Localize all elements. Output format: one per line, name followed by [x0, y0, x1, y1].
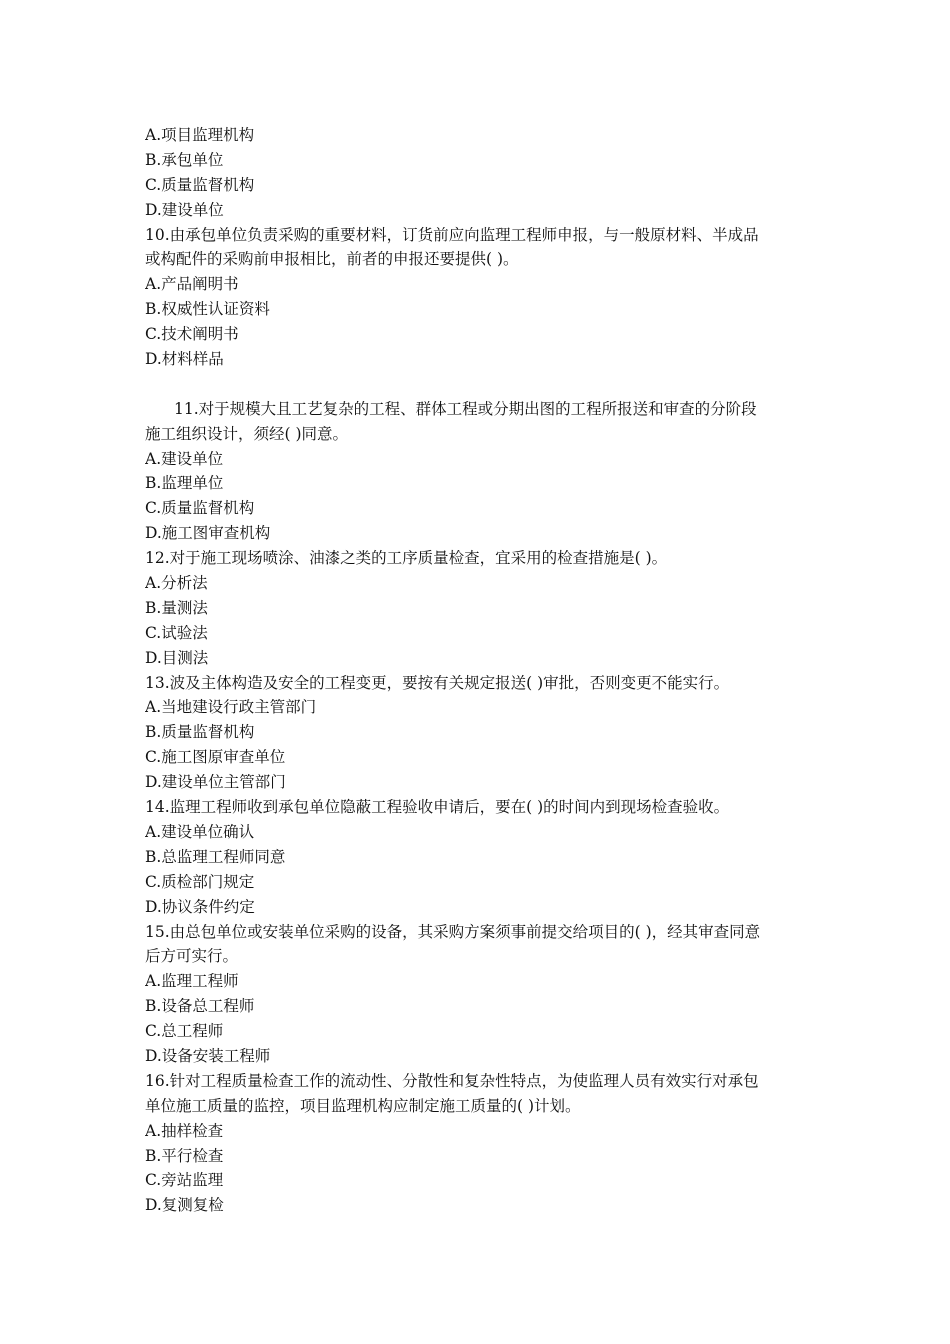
- question-15-line-1: 15.由总包单位或安装单位采购的设备，其采购方案须事前提交给项目的( )，经其审查同意: [145, 922, 761, 941]
- option-line: C.技术阐明书: [145, 325, 239, 344]
- question-16-line-2: 单位施工质量的监控，项目监理机构应制定施工质量的( )计划。: [145, 1096, 581, 1115]
- question-14-line: 14.监理工程师收到承包单位隐蔽工程验收申请后，要在( )的时间内到现场检查验收。: [145, 798, 730, 817]
- question-11-line-2: 施工组织设计，须经( )同意。: [145, 424, 349, 443]
- option-line: A.产品阐明书: [145, 275, 239, 294]
- option-line: D.材料样品: [145, 350, 224, 369]
- option-line: C.施工图原审查单位: [145, 748, 286, 767]
- option-line: B.质量监督机构: [145, 723, 255, 742]
- option-line: B.量测法: [145, 598, 208, 617]
- option-line: D.协议条件约定: [145, 897, 255, 916]
- option-line: D.复测复检: [145, 1196, 224, 1215]
- option-line: C.试验法: [145, 623, 208, 642]
- question-text-block: [145, 123, 810, 1218]
- option-line: A.建设单位: [145, 449, 224, 468]
- question-12-line: 12.对于施工现场喷涂、油漆之类的工序质量检查，宜采用的检查措施是( )。: [145, 549, 668, 568]
- option-line: A.当地建设行政主管部门: [145, 698, 317, 717]
- option-line: D.建设单位主管部门: [145, 773, 286, 792]
- option-line: B.平行检查: [145, 1146, 224, 1165]
- question-10-line-2: 或构配件的采购前申报相比，前者的申报还要提供( )。: [145, 250, 519, 269]
- option-line: A.分析法: [145, 574, 208, 593]
- option-line: C.总工程师: [145, 1022, 224, 1041]
- option-line: B.设备总工程师: [145, 997, 255, 1016]
- question-16-line-1: 16.针对工程质量检查工作的流动性、分散性和复杂性特点，为使监理人员有效实行对承包: [145, 1071, 759, 1090]
- option-line: D.施工图审查机构: [145, 524, 271, 543]
- option-line: A.项目监理机构: [145, 126, 255, 144]
- option-line: B.总监理工程师同意: [145, 847, 286, 866]
- option-line: D.建设单位: [145, 200, 224, 219]
- option-line: A.抽样检查: [145, 1121, 224, 1140]
- option-line: B.监理单位: [145, 474, 224, 493]
- question-10-line-1: 10.由承包单位负责采购的重要材料，订货前应向监理工程师申报，与一般原材料、半成品: [145, 225, 759, 244]
- question-11-line-1: 11.对于规模大且工艺复杂的工程、群体工程或分期出图的工程所报送和审查的分阶段: [174, 399, 757, 418]
- option-line: D.目测法: [145, 648, 209, 667]
- question-15-line-2: 后方可实行。: [145, 947, 239, 966]
- option-line: C.质量监督机构: [145, 499, 255, 518]
- option-line: B.权威性认证资料: [145, 300, 270, 319]
- option-line: A.建设单位确认: [145, 822, 255, 841]
- paragraph-gap: [145, 372, 810, 397]
- question-13-line: 13.波及主体构造及安全的工程变更，要按有关规定报送( )审批，否则变更不能实行。: [145, 673, 730, 692]
- option-line: D.设备安装工程师: [145, 1046, 271, 1065]
- option-line: A.监理工程师: [145, 972, 239, 991]
- option-line: C.质检部门规定: [145, 872, 255, 891]
- option-line: C.旁站监理: [145, 1171, 224, 1190]
- option-line: B.承包单位: [145, 150, 224, 169]
- option-line: C.质量监督机构: [145, 175, 255, 194]
